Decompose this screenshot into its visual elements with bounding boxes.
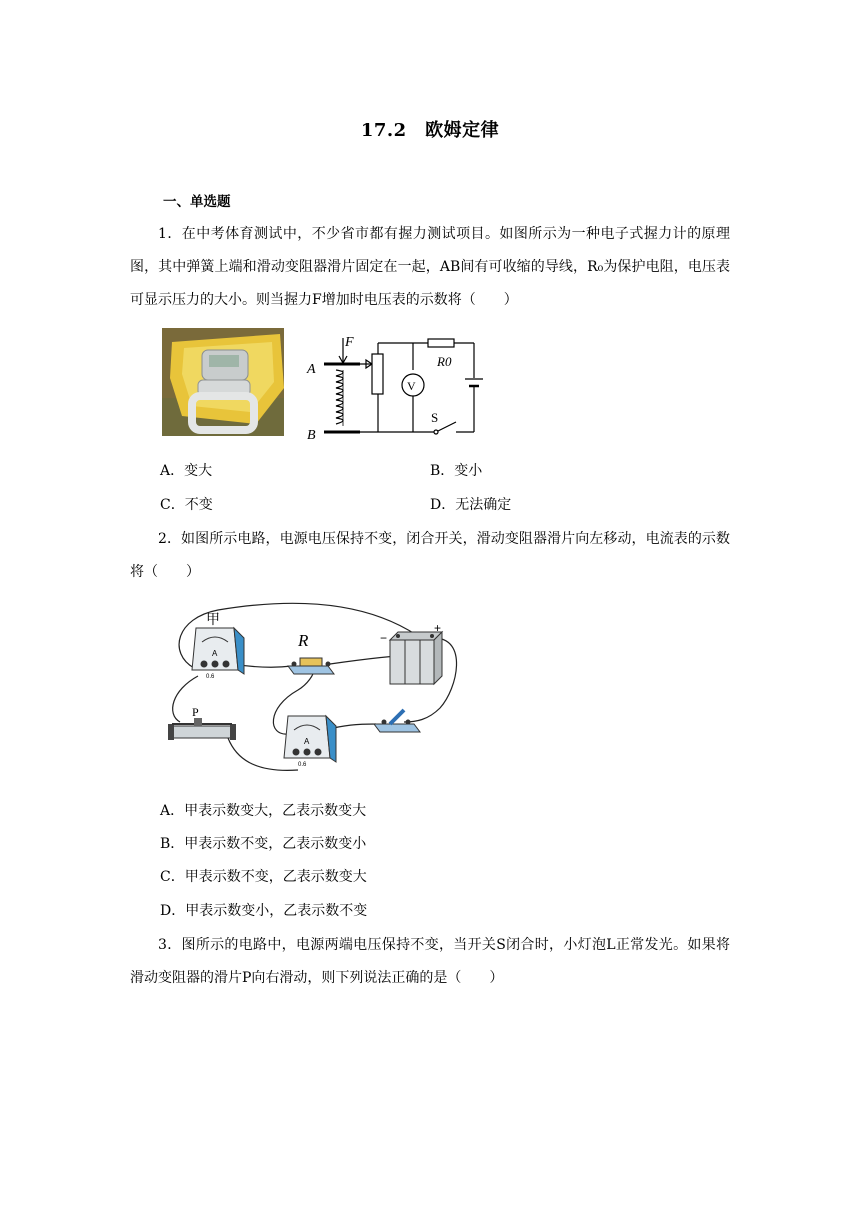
question-1-option-c: C．不变 xyxy=(160,497,213,513)
section-heading: 一、单选题 xyxy=(163,194,231,210)
slider-p-label: P xyxy=(192,705,199,719)
resistor-r-label: R xyxy=(298,631,309,650)
ammeter-jia-range: 0.6 xyxy=(206,674,215,680)
question-2-option-c: C．甲表示数不变，乙表示数变大 xyxy=(160,869,367,885)
question-2-option-d: D．甲表示数变小，乙表示数不变 xyxy=(160,903,368,919)
battery-minus-label: − xyxy=(380,631,388,645)
ammeter-yi xyxy=(284,716,336,768)
grip-meter-circuit-diagram xyxy=(300,330,490,445)
battery-pack xyxy=(390,632,442,684)
switch-label: S xyxy=(431,410,439,425)
meter-jia-label: 甲 xyxy=(206,612,220,628)
resistor-r0-label: R0 xyxy=(437,354,452,369)
force-label: F xyxy=(345,335,354,350)
ammeter-jia xyxy=(192,628,244,680)
question-2-option-a: A．甲表示数变大，乙表示数变大 xyxy=(160,803,367,819)
ohm-law-circuit-illustration xyxy=(158,598,468,783)
question-3-text: 3．图所示的电路中，电源两端电压保持不变，当开关S闭合时，小灯泡L正常发光。如果将滑动变阻器的滑片P向右滑动，则下列说法正确的是（ ） xyxy=(130,937,730,986)
question-1-option-a: A．变大 xyxy=(160,463,213,479)
voltmeter-label: V xyxy=(407,379,416,393)
battery-plus-label: + xyxy=(434,621,442,635)
question-1-option-d: D．无法确定 xyxy=(430,497,512,513)
label-b: B xyxy=(307,428,316,443)
grip-dynamometer-photo xyxy=(162,328,284,436)
question-2-text: 2．如图所示电路，电源电压保持不变，闭合开关，滑动变阻器滑片向左移动，电流表的示数将（ ） xyxy=(130,531,730,580)
question-1-option-b: B．变小 xyxy=(430,463,483,479)
ammeter-yi-letter: A xyxy=(304,737,310,746)
resistor-r xyxy=(288,658,334,674)
label-a: A xyxy=(307,362,316,377)
ammeter-jia-letter: A xyxy=(212,649,218,658)
page-title: 17.2 欧姆定律 xyxy=(360,120,500,141)
question-2-option-b: B．甲表示数不变，乙表示数变小 xyxy=(160,836,367,852)
ammeter-yi-range: 0.6 xyxy=(298,762,307,768)
question-1-text: 1．在中考体育测试中，不少省市都有握力测试项目。如图所示为一种电子式握力计的原理图，其中弹簧上端和滑动变阻器滑片固定在一起，AB间有可收缩的导线，R₀为保护电阻，电压表可显示压力的大小。则当握力F增加时电压表的示数将（ ） xyxy=(130,226,730,308)
